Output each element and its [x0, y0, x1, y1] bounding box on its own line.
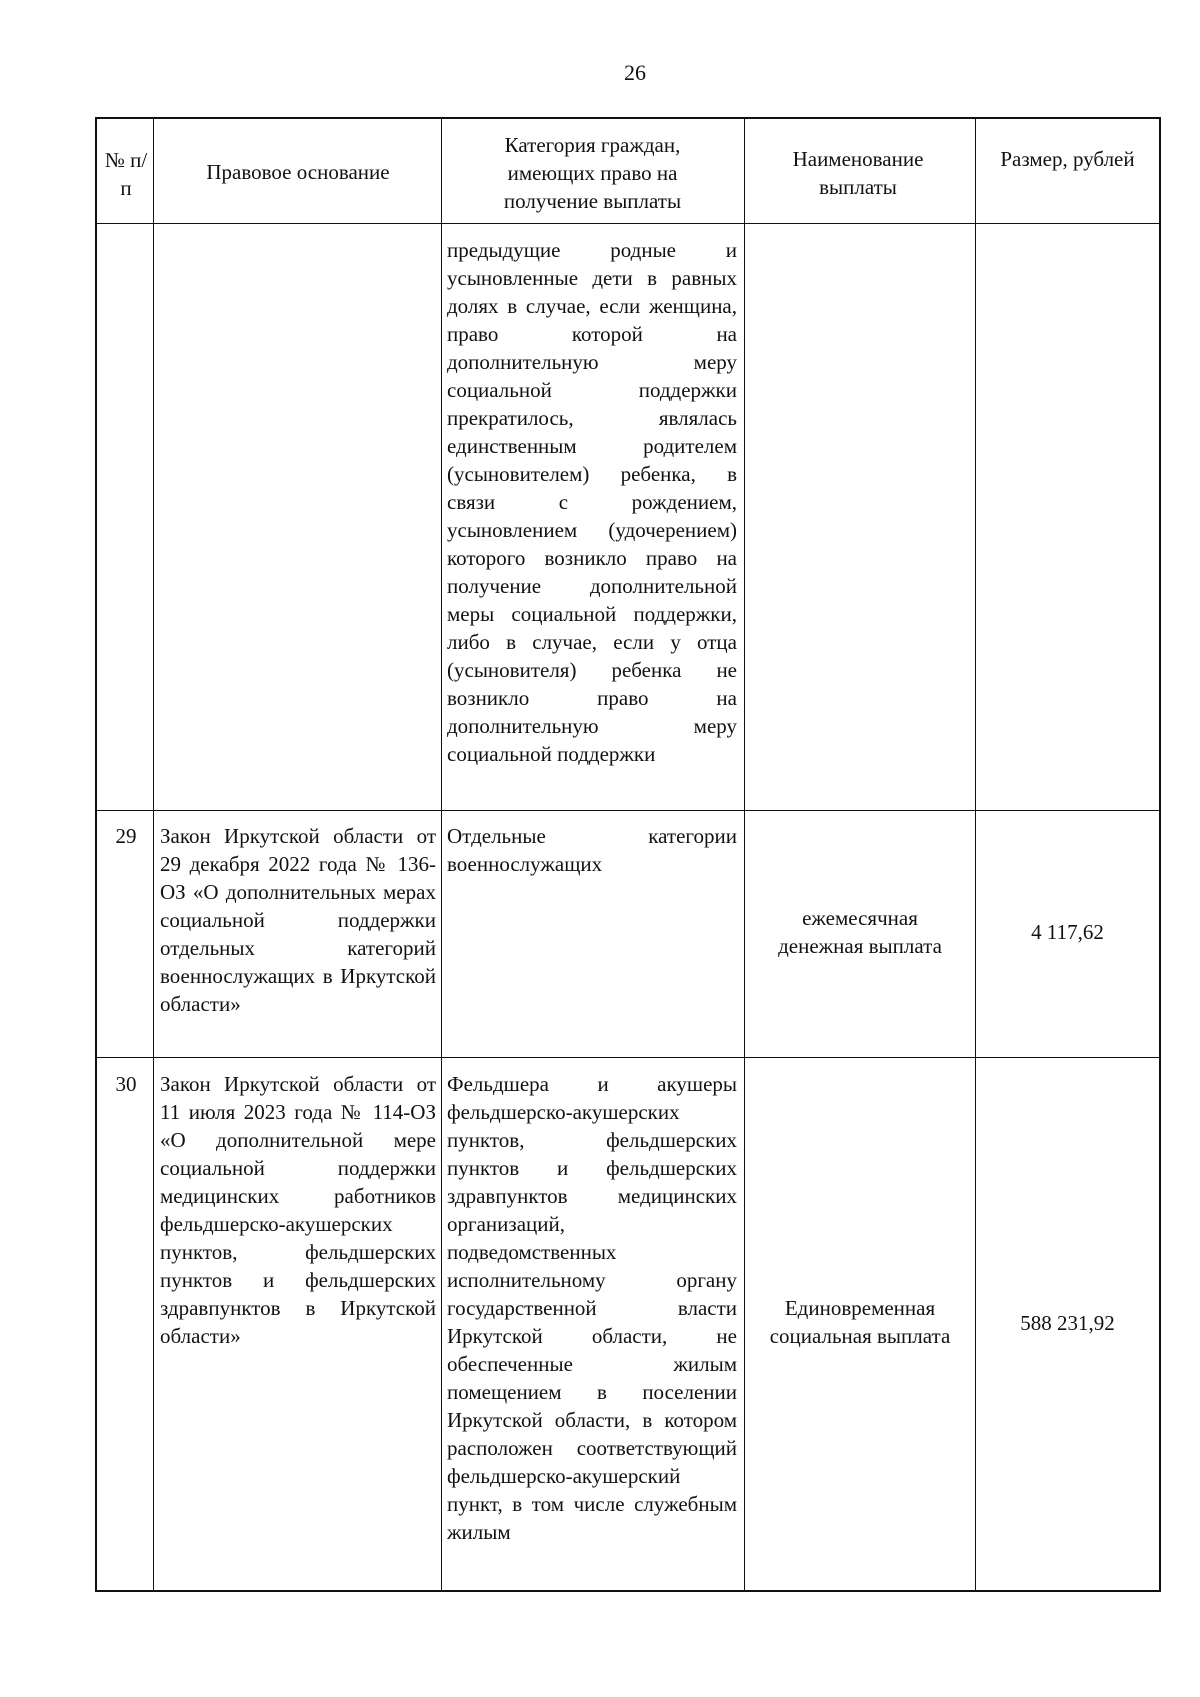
payment-name-cell: Единовременная социальная выплата [769, 1296, 951, 1348]
table-border-left [95, 117, 97, 1592]
table-border-top [95, 117, 1159, 119]
header-num: № п/п [104, 148, 148, 200]
header-amount: Размер, рублей [1000, 147, 1135, 171]
basis-cell: Закон Иркутской области от 11 июля 2023 года № 114-ОЗ «О дополнительной мере социальной поддержки медицинских работников фельдшерско-акушерских пунктов, фельдшерских пунктов и фельдшерских здравпунктов в Иркутской области» [160, 1072, 436, 1348]
column-divider [744, 117, 745, 1592]
column-divider [441, 117, 442, 1592]
payment-name-cell: ежемесячная денежная выплата [778, 906, 942, 958]
basis-cell: Закон Иркутской области от 29 декабря 2022 года № 136-ОЗ «О дополнительных мерах социальной поддержки отдельных категорий военнослужащих в Иркутской области» [160, 824, 436, 1016]
table-border-right [1159, 117, 1161, 1592]
row-number: 29 [115, 824, 137, 848]
row-divider [95, 810, 1159, 811]
header-name: Наименование выплаты [792, 147, 924, 199]
row-number: 30 [115, 1072, 137, 1096]
column-divider [975, 117, 976, 1592]
header-basis: Правовое основание [206, 160, 390, 184]
category-cell: Отдельные категории военнослужащих [447, 824, 737, 876]
table-border-bottom [95, 1590, 1159, 1592]
page-number: 26 [624, 60, 646, 85]
header-category: Категория граждан, имеющих право на получение выплаты [503, 133, 682, 213]
amount-cell: 4 117,62 [1031, 920, 1104, 944]
header-divider [95, 223, 1159, 224]
category-cell: предыдущие родные и усыновленные дети в равных долях в случае, если женщина, право которой на дополнительную меру социальной поддержки прекратилось, являлась единственным родителем (усыновителем) ребенка, в связи с рождением, усыновлением (удочерением) которого возникло право на получение дополнительной меры социальной поддержки, либо в случае, если у отца (усыновителя) ребенка не возникло право на дополнительную меру социальной поддержки [447, 238, 737, 766]
row-divider [95, 1057, 1159, 1058]
amount-cell: 588 231,92 [1020, 1311, 1115, 1335]
category-cell: Фельдшера и акушеры фельдшерско-акушерских пунктов, фельдшерских пунктов и фельдшерских здравпунктов медицинских организаций, подведомственных исполнительному органу государственной власти Иркутской области, не обеспеченные жилым помещением в поселении Иркутской области, в котором расположен соответствующий фельдшерско-акушерский пункт, в том числе служебным жилым [447, 1072, 737, 1544]
column-divider [153, 117, 154, 1592]
